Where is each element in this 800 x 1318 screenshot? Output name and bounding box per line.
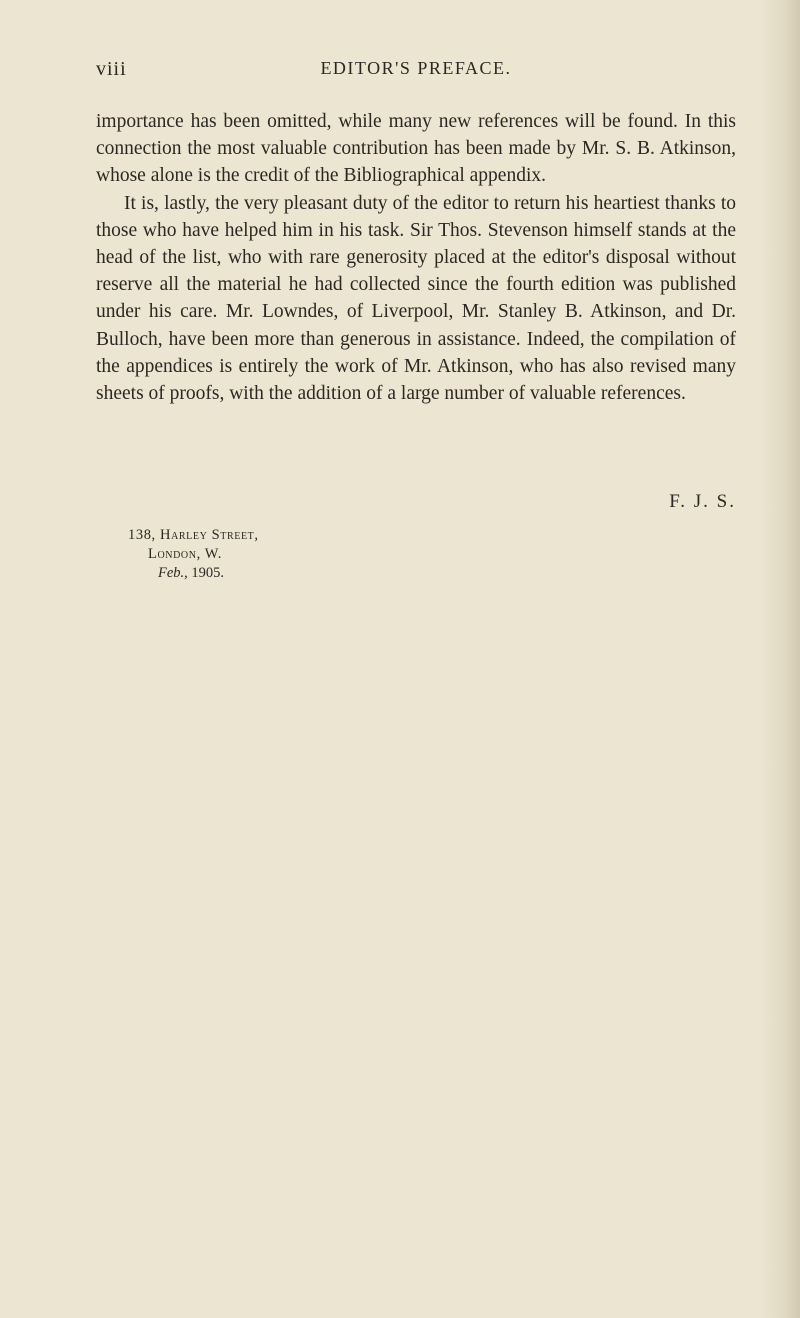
preface-body [96,108,736,407]
address-city: London, W. [148,545,222,562]
address-block [128,526,259,582]
date-year: , 1905. [184,564,225,581]
paragraph-continued: importance has been omitted, while many new references will be found. In this connection the most valuable contribution has been made by Mr. S. B. Atkinson, whose alone is the credit of the Bibliographical appendix. [96,111,736,187]
address-street: 138, Harley Street, [128,527,259,543]
page-header [96,58,736,88]
address-date [128,564,259,583]
paragraph-acknowledgements: It is, lastly, the very pleasant duty of the editor to return his heartiest thanks to those who have helped him in his task. Sir Thos. Stevenson himself stands at the head of the list, who with rare generosity placed at the editor's disposal without reserve all the material he had collected since the fourth edition was published under his care. Mr. Lowndes, of Liverpool, Mr. Stanley B. Atkinson, and Dr. Bulloch, have been more than generous in assistance. Indeed, the compilation of the appendices is entirely the work of Mr. Atkinson, who has also revised many sheets of proofs, with the addition of a large number of valuable references. [96,192,736,405]
running-head: EDITOR'S PREFACE. [320,58,512,78]
date-month: Feb. [158,564,185,581]
page-number: viii [96,58,127,80]
signature-initials: F. J. S. [669,491,736,512]
